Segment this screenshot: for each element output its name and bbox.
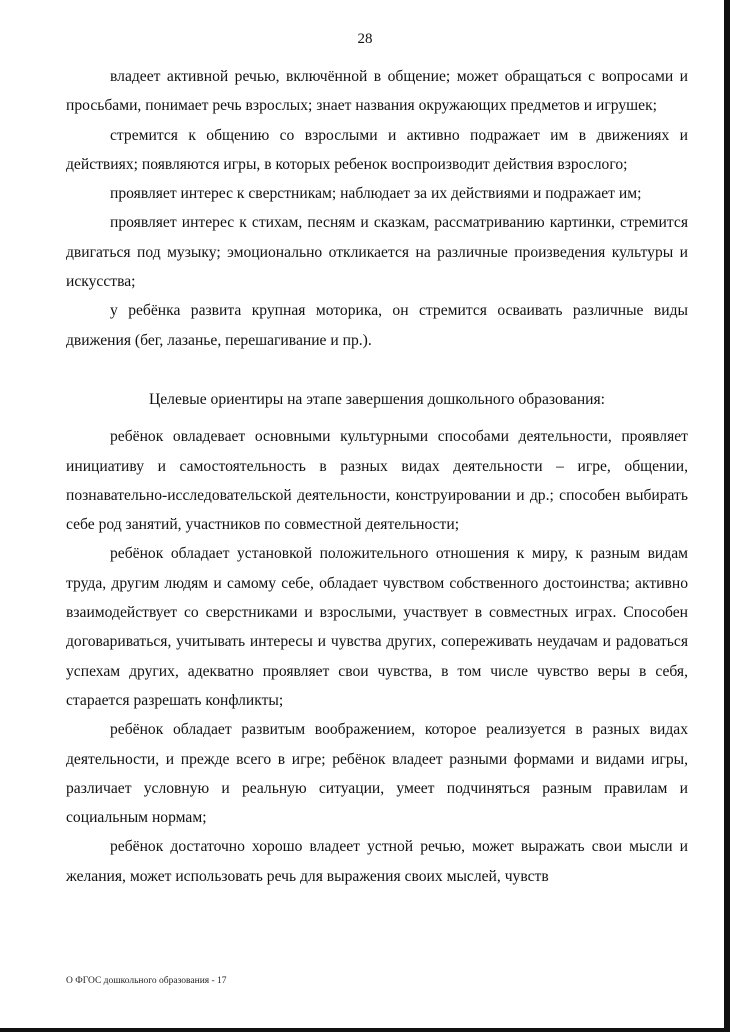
paragraph: ребёнок обладает развитым воображением, которое реализуется в разных видах деятельности, и прежде всего в игре; ребёнок владеет разными формами и видами игры, различает условную и реальную ситуации, умеет подчиняться разным правилам и социальным нормам; bbox=[66, 721, 688, 827]
paragraph: стремится к общению со взрослыми и активно подражает им в движениях и действиях; появляются игры, в которых ребенок воспроизводит действия взрослого; bbox=[66, 126, 688, 173]
scan-edge-bottom bbox=[0, 1028, 730, 1032]
section-heading: Целевые ориентиры на этапе завершения дошкольного образования: bbox=[148, 390, 606, 408]
footer-note: О ФГОС дошкольного образования - 17 bbox=[66, 976, 227, 986]
paragraph: у ребёнка развита крупная моторика, он стремится осваивать различные виды движения (бег, лазанье, перешагивание и пр.). bbox=[66, 302, 688, 349]
paragraph: ребёнок обладает установкой положительного отношения к миру, к разным видам труда, другим людям и самому себе, обладает чувством собственного достоинства; активно взаимодействует со сверстниками и взрослыми, участвует в совместных играх. Способен договариваться, учитывать интересы и чувства других, сопереживать неудачам и радоваться успехам других, адекватно проявляет свои чувства, в том числе чувство веры в себя, старается разрешать конфликты; bbox=[66, 545, 688, 709]
document-body bbox=[66, 62, 688, 891]
paragraph: проявляет интерес к сверстникам; наблюдает за их действиями и подражает им; bbox=[110, 185, 642, 203]
paragraph: ребёнок достаточно хорошо владеет устной речью, может выражать свои мысли и желания, может использовать речь для выражения своих мыслей, чувств bbox=[66, 838, 688, 885]
paragraph: владеет активной речью, включённой в общение; может обращаться с вопросами и просьбами, понимает речь взрослых; знает названия окружающих предметов и игрушек; bbox=[66, 68, 688, 115]
scan-edge-right bbox=[724, 0, 730, 1032]
paragraph: ребёнок овладевает основными культурными способами деятельности, проявляет инициативу и самостоятельность в разных видах деятельности – игре, общении, познавательно-исследовательской деятельности, конструировании и др.; способен выбирать себе род занятий, участников по совместной деятельности; bbox=[66, 428, 688, 534]
page-number: 28 bbox=[357, 31, 373, 47]
paragraph: проявляет интерес к стихам, песням и сказкам, рассматриванию картинки, стремится двигаться под музыку; эмоционально откликается на различные произведения культуры и искусства; bbox=[66, 214, 688, 291]
